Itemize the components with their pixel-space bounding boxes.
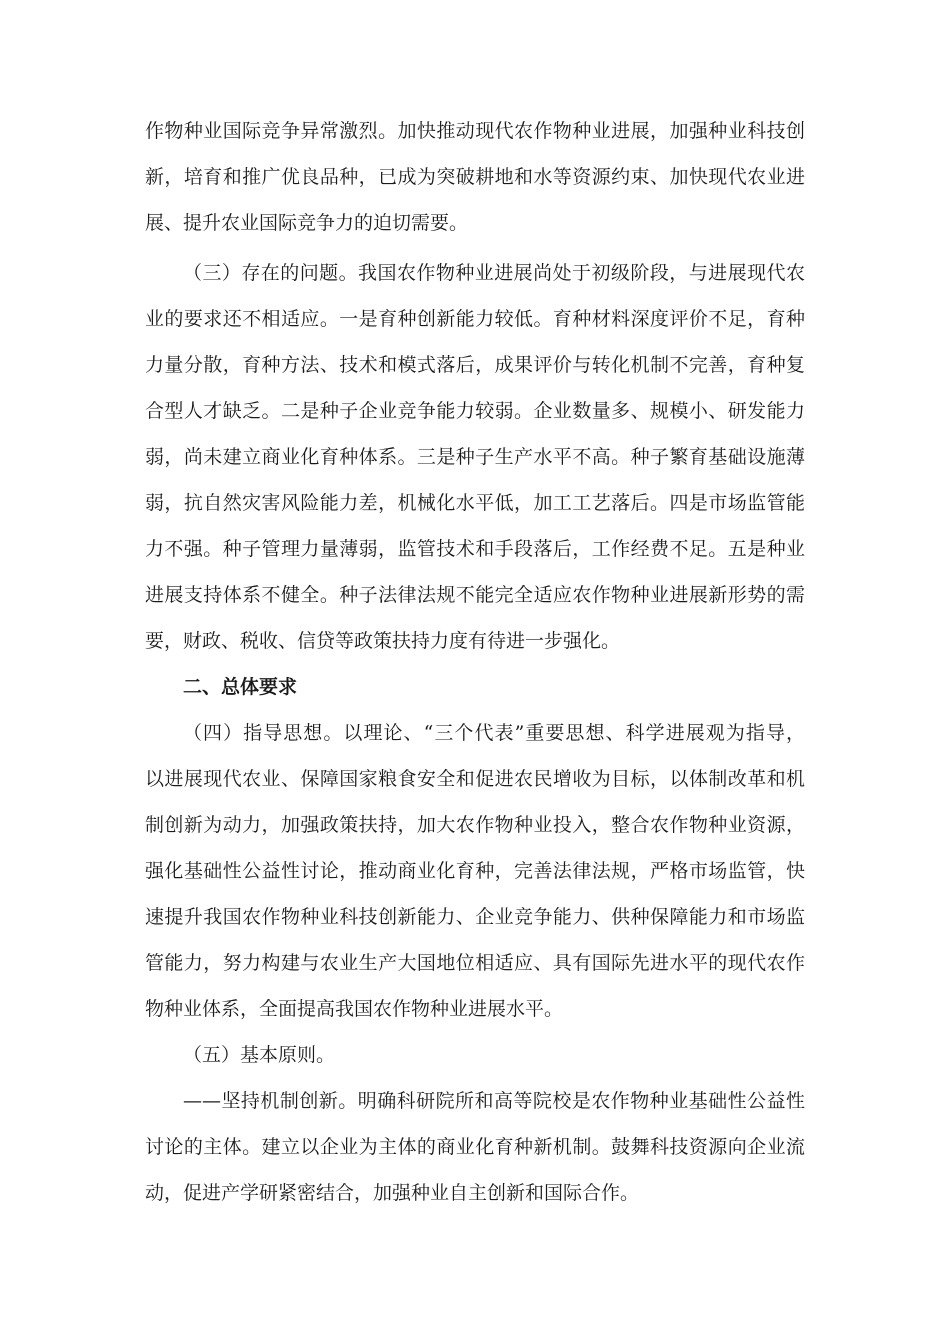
paragraph-line: 进展支持体系不健全。种子法律法规不能完全适应农作物种业进展新形势的需: [145, 584, 805, 606]
paragraph-line: 速提升我国农作物种业科技创新能力、企业竞争能力、供种保障能力和市场监: [145, 906, 805, 928]
section-heading: 二、总体要求: [183, 676, 298, 698]
paragraph-line: 力量分散，育种方法、技术和模式落后，成果评价与转化机制不完善，育种复: [145, 354, 805, 376]
paragraph-line: 展、提升农业国际竞争力的迫切需要。: [145, 212, 469, 234]
subsection-title: （五）基本原则。: [183, 1044, 336, 1066]
paragraph-line: 合型人才缺乏。二是种子企业竞争能力较弱。企业数量多、规模小、研发能力: [145, 400, 805, 422]
paragraph-line: 管能力，努力构建与农业生产大国地位相适应、具有国际先进水平的现代农作: [145, 952, 805, 974]
paragraph-line: 讨论的主体。建立以企业为主体的商业化育种新机制。鼓舞科技资源向企业流: [145, 1136, 805, 1158]
paragraph-line: 新，培育和推广优良品种，已成为突破耕地和水等资源约束、加快现代农业进: [145, 166, 805, 188]
paragraph-line: 以进展现代农业、保障国家粮食安全和促进农民增收为目标，以体制改革和机: [145, 768, 805, 790]
paragraph-line: 要，财政、税收、信贷等政策扶持力度有待进一步强化。: [145, 630, 621, 652]
paragraph-line: （三）存在的问题。我国农作物种业进展尚处于初级阶段，与进展现代农: [183, 262, 805, 284]
paragraph-line: 制创新为动力，加强政策扶持，加大农作物种业投入，整合农作物种业资源，: [145, 814, 805, 836]
paragraph-line: 弱，尚未建立商业化育种体系。三是种子生产水平不高。种子繁育基础设施薄: [145, 446, 805, 468]
paragraph-line: 业的要求还不相适应。一是育种创新能力较低。育种材料深度评价不足，育种: [145, 308, 805, 330]
paragraph-line: 力不强。种子管理力量薄弱，监管技术和手段落后，工作经费不足。五是种业: [145, 538, 805, 560]
paragraph-line: 物种业体系，全面提高我国农作物种业进展水平。: [145, 998, 564, 1020]
paragraph-line: 动，促进产学研紧密结合，加强种业自主创新和国际合作。: [145, 1182, 640, 1204]
paragraph-line: ——坚持机制创新。明确科研院所和高等院校是农作物种业基础性公益性: [183, 1090, 805, 1112]
paragraph-line: 作物种业国际竞争异常激烈。加快推动现代农作物种业进展，加强种业科技创: [145, 120, 805, 142]
paragraph-line: 强化基础性公益性讨论，推动商业化育种，完善法律法规，严格市场监管，快: [145, 860, 805, 882]
paragraph-line: （四）指导思想。以理论、“三个代表”重要思想、科学进展观为指导，: [183, 722, 805, 744]
paragraph-line: 弱，抗自然灾害风险能力差，机械化水平低，加工工艺落后。四是市场监管能: [145, 492, 805, 514]
